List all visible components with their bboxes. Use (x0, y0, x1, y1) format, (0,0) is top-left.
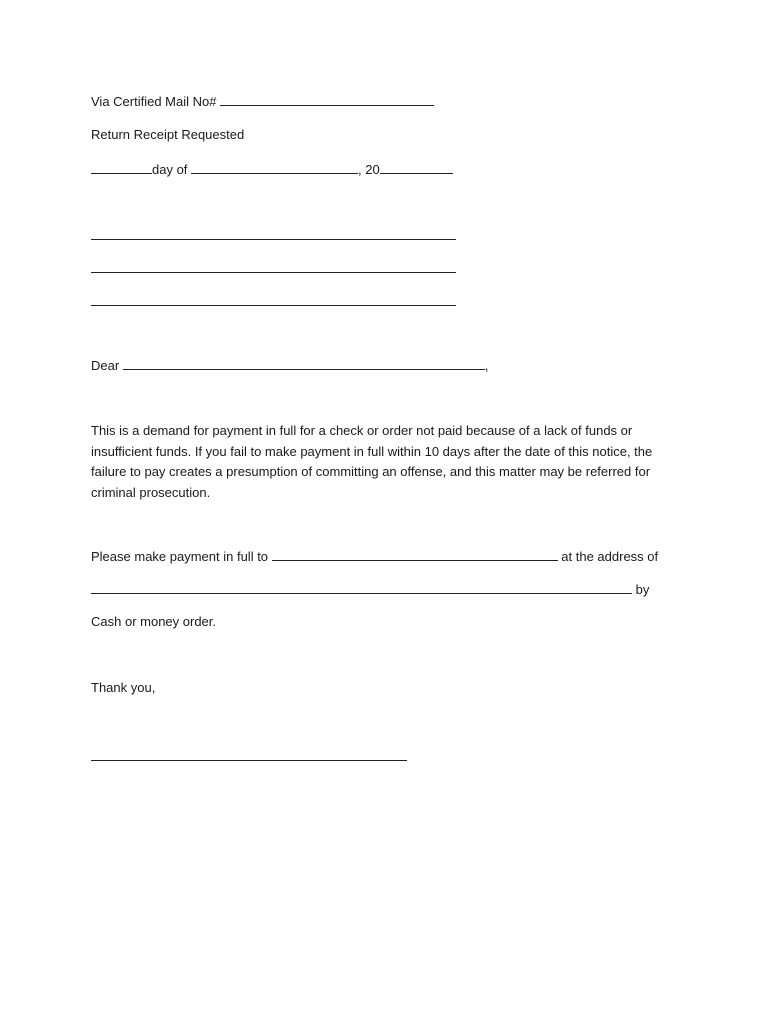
address-line-3[interactable] (91, 305, 456, 306)
payment-address-field[interactable] (91, 581, 632, 594)
salutation-line (91, 357, 488, 374)
day-field[interactable] (91, 161, 152, 174)
dear-suffix: , (484, 358, 489, 373)
return-receipt-text: Return Receipt Requested (91, 127, 245, 142)
address-line-2[interactable] (91, 272, 456, 273)
payment-line (91, 548, 658, 565)
by-label: by (635, 582, 650, 597)
payee-field[interactable] (272, 548, 558, 561)
signature-line[interactable] (91, 760, 407, 761)
year-prefix: , 20 (358, 162, 380, 177)
certified-mail-number-field[interactable] (220, 93, 434, 106)
certified-mail-line (91, 93, 434, 110)
closing-text: Thank you, (91, 680, 156, 695)
year-field[interactable] (380, 161, 453, 174)
certified-mail-label: Via Certified Mail No# (91, 94, 217, 109)
payment-address-line (91, 581, 649, 598)
address-line-1[interactable] (91, 239, 456, 240)
dear-label: Dear (91, 358, 120, 373)
recipient-name-field[interactable] (123, 357, 485, 370)
date-line (91, 161, 453, 178)
payment-prefix: Please make payment in full to (91, 549, 269, 564)
payment-suffix: at the address of (561, 549, 659, 564)
month-field[interactable] (191, 161, 358, 174)
day-of-label: day of (152, 162, 188, 177)
demand-paragraph: This is a demand for payment in full for a check or order not paid because of a lack of funds or insufficient funds. If you fail to make payment in full within 10 days after the date of this notice, the failure to pay creates a presumption of committing an offense, and this matter may be referred for criminal prosecution. (91, 423, 653, 500)
payment-method-text: Cash or money order. (91, 614, 217, 629)
